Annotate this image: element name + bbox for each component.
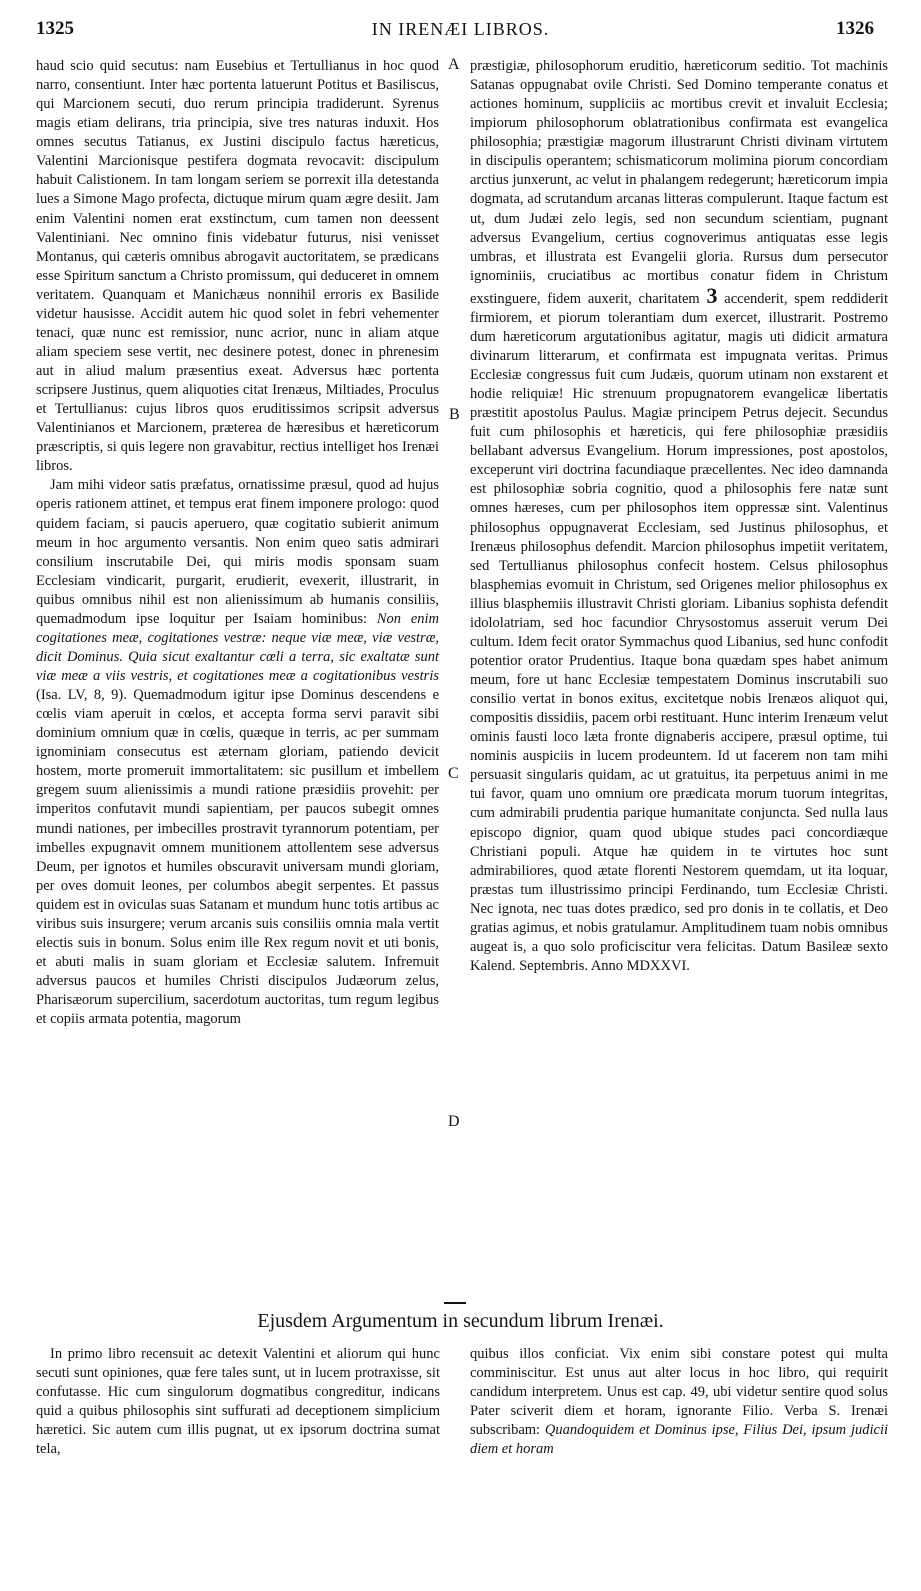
paragraph-text: accenderit, spem reddiderit firmiorem, et piorum tolerantiam dum exercet, illustrarit. Postremo dum hæreticorum argutationibus agitatur, magis uti didicit armatura divinarum litterarum, et confirmata est impugnata veritas. Primus Ecclesiæ congressus fuit cum Judæis, quorum utinam non exstarent et hodie reliquiæ! Hic strenuum propugnatorem evangelicæ libertatis præstitit apostolus Paulus. Magiæ principem Petrus dejecit. Secundus fuit cum philosophis et hæreticis, qui fere philosophiæ præsidiis bellabant adversus Evangelium. Horum impressiones, post apostolos, exceperunt viri doctrina facundiaque præcellentes. Nec ideo damnanda est philosophiæ sobria cognitio, quod a philosophis fere natæ sunt omnes hæreses, cum per philosophos item oppressæ sint. Valentinus philosophus oppugnaverat Ecclesiam, sed Justinus philosophus, et Irenæus philosophus defendit. Marcion philosophus impetiit veritatem, sed Tertullianus philosophus confecit hostem. Celsus philosophus blasphemias evomuit in Christum, sed Origenes melior philosophus ex illius blasphemiis illustravit Christi gloriam. Libanius sophista defendit idololatriam, sed hoc facundior Chrysostomus asseruit verum Dei cultum. Idem fecit orator Symmachus quod Libanius, sed hunc confodit potentior orator Prudentius. Itaque bona quædam spes habet animum meum, fore ut hanc Ecclesiæ tempestatem Dominus inscrutabili suo consilio vertat in bonos exitus, excitetque nobis Irenæos aliquot qui, compositis dissidiis, pacem orbi restituant. Hunc interim Irenæum velut ominis fausti loco læta fronte dignaberis accipere, præsul optime, tui nominis auspiciis in lucem prodeuntem. Id ut facerem non tam mihi persuasit singularis quidam, ac ut gratuitus, ita perpetuus animi in me tui favor, quam uno omnium ore prædicata morum tuorum integritas, cum admirabili prudentia parique humanitate conjuncta. Sed nulla laus episcopo dignior, quam quod ubique studes paci concordiæque Christiani populi. Atque hæ quidem in te virtutes hoc sunt admirabiliores, quod ætate florenti Nestorem quemdam, ut ita loquar, præstas tum illustrissimo principi Ferdinando, tum Ecclesiæ Christi. Nec ignota, nec tuas dotes prædico, sed pro donis in te collatis, et Deo gratias agimus, et nobis gratulamur. Amplitudinem tuam nobis omnibus augeat is, a quo solo proficiscitur vera felicitas. Datum Basileæ sexto Kalend. Septembris. Anno MDXXVI. [470,290,888,974]
paragraph-text: quibus illos conficiat. Vix enim sibi constare potest qui multa comminiscitur. Est unus aut alter locus in hoc libro, qui requirit candidum interpretem. Unus est cap. 49, ubi videtur sentire quod solus Pater sciverit diem et horam, ignorante Filio. Verba S. Irenæi subscribam: [470,1346,888,1439]
paragraph [36,476,439,1029]
argument-column-right [470,1345,888,1459]
paragraph [470,1345,888,1459]
paragraph-text: præstigiæ, philosophorum eruditio, hæreticorum seditio. Tot machinis Satanas oppugnabat ovile Christi. Sed Domino temperante conatus et actiones hominum, suppliciis ac mortibus crevit et invaluit Ecclesia; impiorum philosophorum oblatrationibus confirmata est evangelica philosophia; præstigiæ magorum illustrarunt Christi divinam virtutem in discipulis operantem; schismaticorum molimina piorum concordiam arctius junxerunt, ac velut in phalangem redegerunt; hæreticorum impia dogmata, ad scrutandum arcanas litteras compulerunt. Itaque factum est ut, dum Judæi zelo legis, sed non secundum scientiam, pugnant adversus Evangelium, certius cognoverimus antiquatas esse legis umbras, et illustrata est Evangelii gloria. Rursus dum persecutor ignominiis, cruciatibus ac mortibus conatur fidem in Christum exstinguere, fidem auxerit, charitatem [470,58,888,307]
margin-letter-d: D [448,1113,460,1130]
paragraph-text: Jam mihi videor satis præfatus, ornatissime præsul, quod ad hujus operis rationem attinet, et tempus erat finem imponere prologo: quod quidem faciam, si paucis aperuero, quæ cogitatio subierit animum meum in hoc argumento versantis. Non enim queo satis admirari consilium inscrutabile Dei, qui miris modis sponsam suam Ecclesiam vindicarit, purgarit, erudierit, evexerit, illustrarit, in quibus omnibus nihil est non alienissimum ab humanis consiliis, quemadmodum ipse loquitur per Isaiam hominibus: [36,477,439,627]
irenaeus-quote: Quandoquidem et Dominus ipse, Filius Dei, ipsum judicii diem et horam [470,1422,888,1458]
running-title: IN IRENÆI LIBROS. [371,19,550,39]
page-number-right: 1326 [836,18,874,39]
paragraph: haud scio quid secutus: nam Eusebius et Tertullianus in hoc quod narro, consentiunt. Inter hæc portenta latuerunt Potitus et Basiliscus, qui Marcionem secuti, duo rerum principia tradiderunt. Syrenus magis etiam delirans, tria principia, sive tres naturas induxit. Hos omnes secutus Tatianus, ex Justini discipulo factus hæreticus, Valentini Marcionisque pestifera dogmata revocavit: discipulum habuit Calistionem. In tam longam seriem se porrexit illa detestanda lues a Simone Mago profecta, dictuque mirum quam ægre desiit. Jam enim Valentini nomen erat exstinctum, cum tamen non deessent Valentiniani. Nec omnino finis videbatur futurus, nisi venisset Montanus, qui cæteris omnibus abrogavit auctoritatem, se prædicans esse Spiritum sanctum a Christo promissum, qui deduceret in omnem veritatem. Quanquam et Manichæus nonnihil erroris ex Basilide videtur hausisse. Accidit autem hic quod solet in febri vehementer tenaci, quæ nunc est remissior, nunc acrior, nunc in aliam atque aliam speciem sese vertit, nec desinere potest, donec in phrenesim aut in aliud malum præsentius exeat. Adversus hæc portenta scripsere Justinus, quem aliquoties citat Irenæus, Miltiades, Proculus et Tertullianus: cujus libros quos eruditissimos scripsit adversus Valentinianos et Marcionem, præterea de hæresibus et hæreticorum præscriptis, si quis legere non gravabitur, rectius intelliget hos Irenæi libros. [36,58,439,475]
margin-letter-b: B [449,406,460,423]
page-number-left: 1325 [36,18,74,39]
chapter-marker: 3 [706,282,718,308]
scripture-reference: (Isa. LV, 8, 9). [36,687,127,704]
scripture-quote: Non enim cogitationes meæ, cogitationes vestræ: neque viæ meæ, viæ vestræ, dicit Dominus. Quia sicut exaltantur cœli a terra, sic exaltatæ sunt viæ meæ a viis vestris, et cogitationes meæ a cogitationibus vestris [36,610,440,684]
paragraph: In primo libro recensuit ac detexit Valentini et aliorum qui hunc secuti sunt opiniones, quæ fere tales sunt, ut in lucem protraxisse, sit confutasse. Hic cum singulorum dogmatibus congreditur, indicans quid a quibus philosophis sint suffurati ad deceptionem simplicium hæretici. Sic autem cum illis pugnat, ut ex ipsorum doctrina sumat tela, [36,1346,440,1458]
paragraph [470,57,888,976]
argument-column-left [36,1345,440,1459]
margin-letter-c: C [448,765,459,782]
paragraph-text: Quemadmodum igitur ipse Dominus descendens e cœlis viam aperuit in cœlos, et accepta forma servi paravit sibi dominium omnium quæ in cœlis, quæque in terris, ac per summam ignominiam consecutus est æternam gloriam, patiendo devicit hostem, morte promeruit immortalitatem: sic pusillum et imbellem gregem suum alienissimis a mundi ratione præsidiis provehit: per imperitos confutavit mundi sapientiam, per paucos subegit omnes mundi nationes, per imbecilles prostravit tyrannorum potentiam, per imbelles expugnavit omnem munitionem attollentem sese adversus Deum, per ignotos et humiles obscuravit universam mundi gloriam, per oves domuit leones, per columbos abegit serpentes. Et passus quidem est in oviculas suas Satanam et mundum hunc totis artibus ac viribus suis insurgere; verum arcanis suis consiliis omnia mala vertit electis suis in bonum. Solus enim ille Rex regum novit et uti bonis, et abuti malis in suam gloriam et Ecclesiæ salutem. Infremuit adversus paucos et humiles Christi discipulos Judæorum zelus, Pharisæorum supercilium, sacerdotum auctoritas, tum regum legibus et copiis armata potentia, magorum [36,687,440,1028]
section-rule [444,1302,466,1304]
section-title: Ejusdem Argumentum in secundum librum Irenæi. [257,1310,664,1332]
margin-letter-a: A [448,56,460,73]
page-header [0,0,921,46]
text-column-left [36,57,439,1029]
text-column-right [470,57,888,976]
